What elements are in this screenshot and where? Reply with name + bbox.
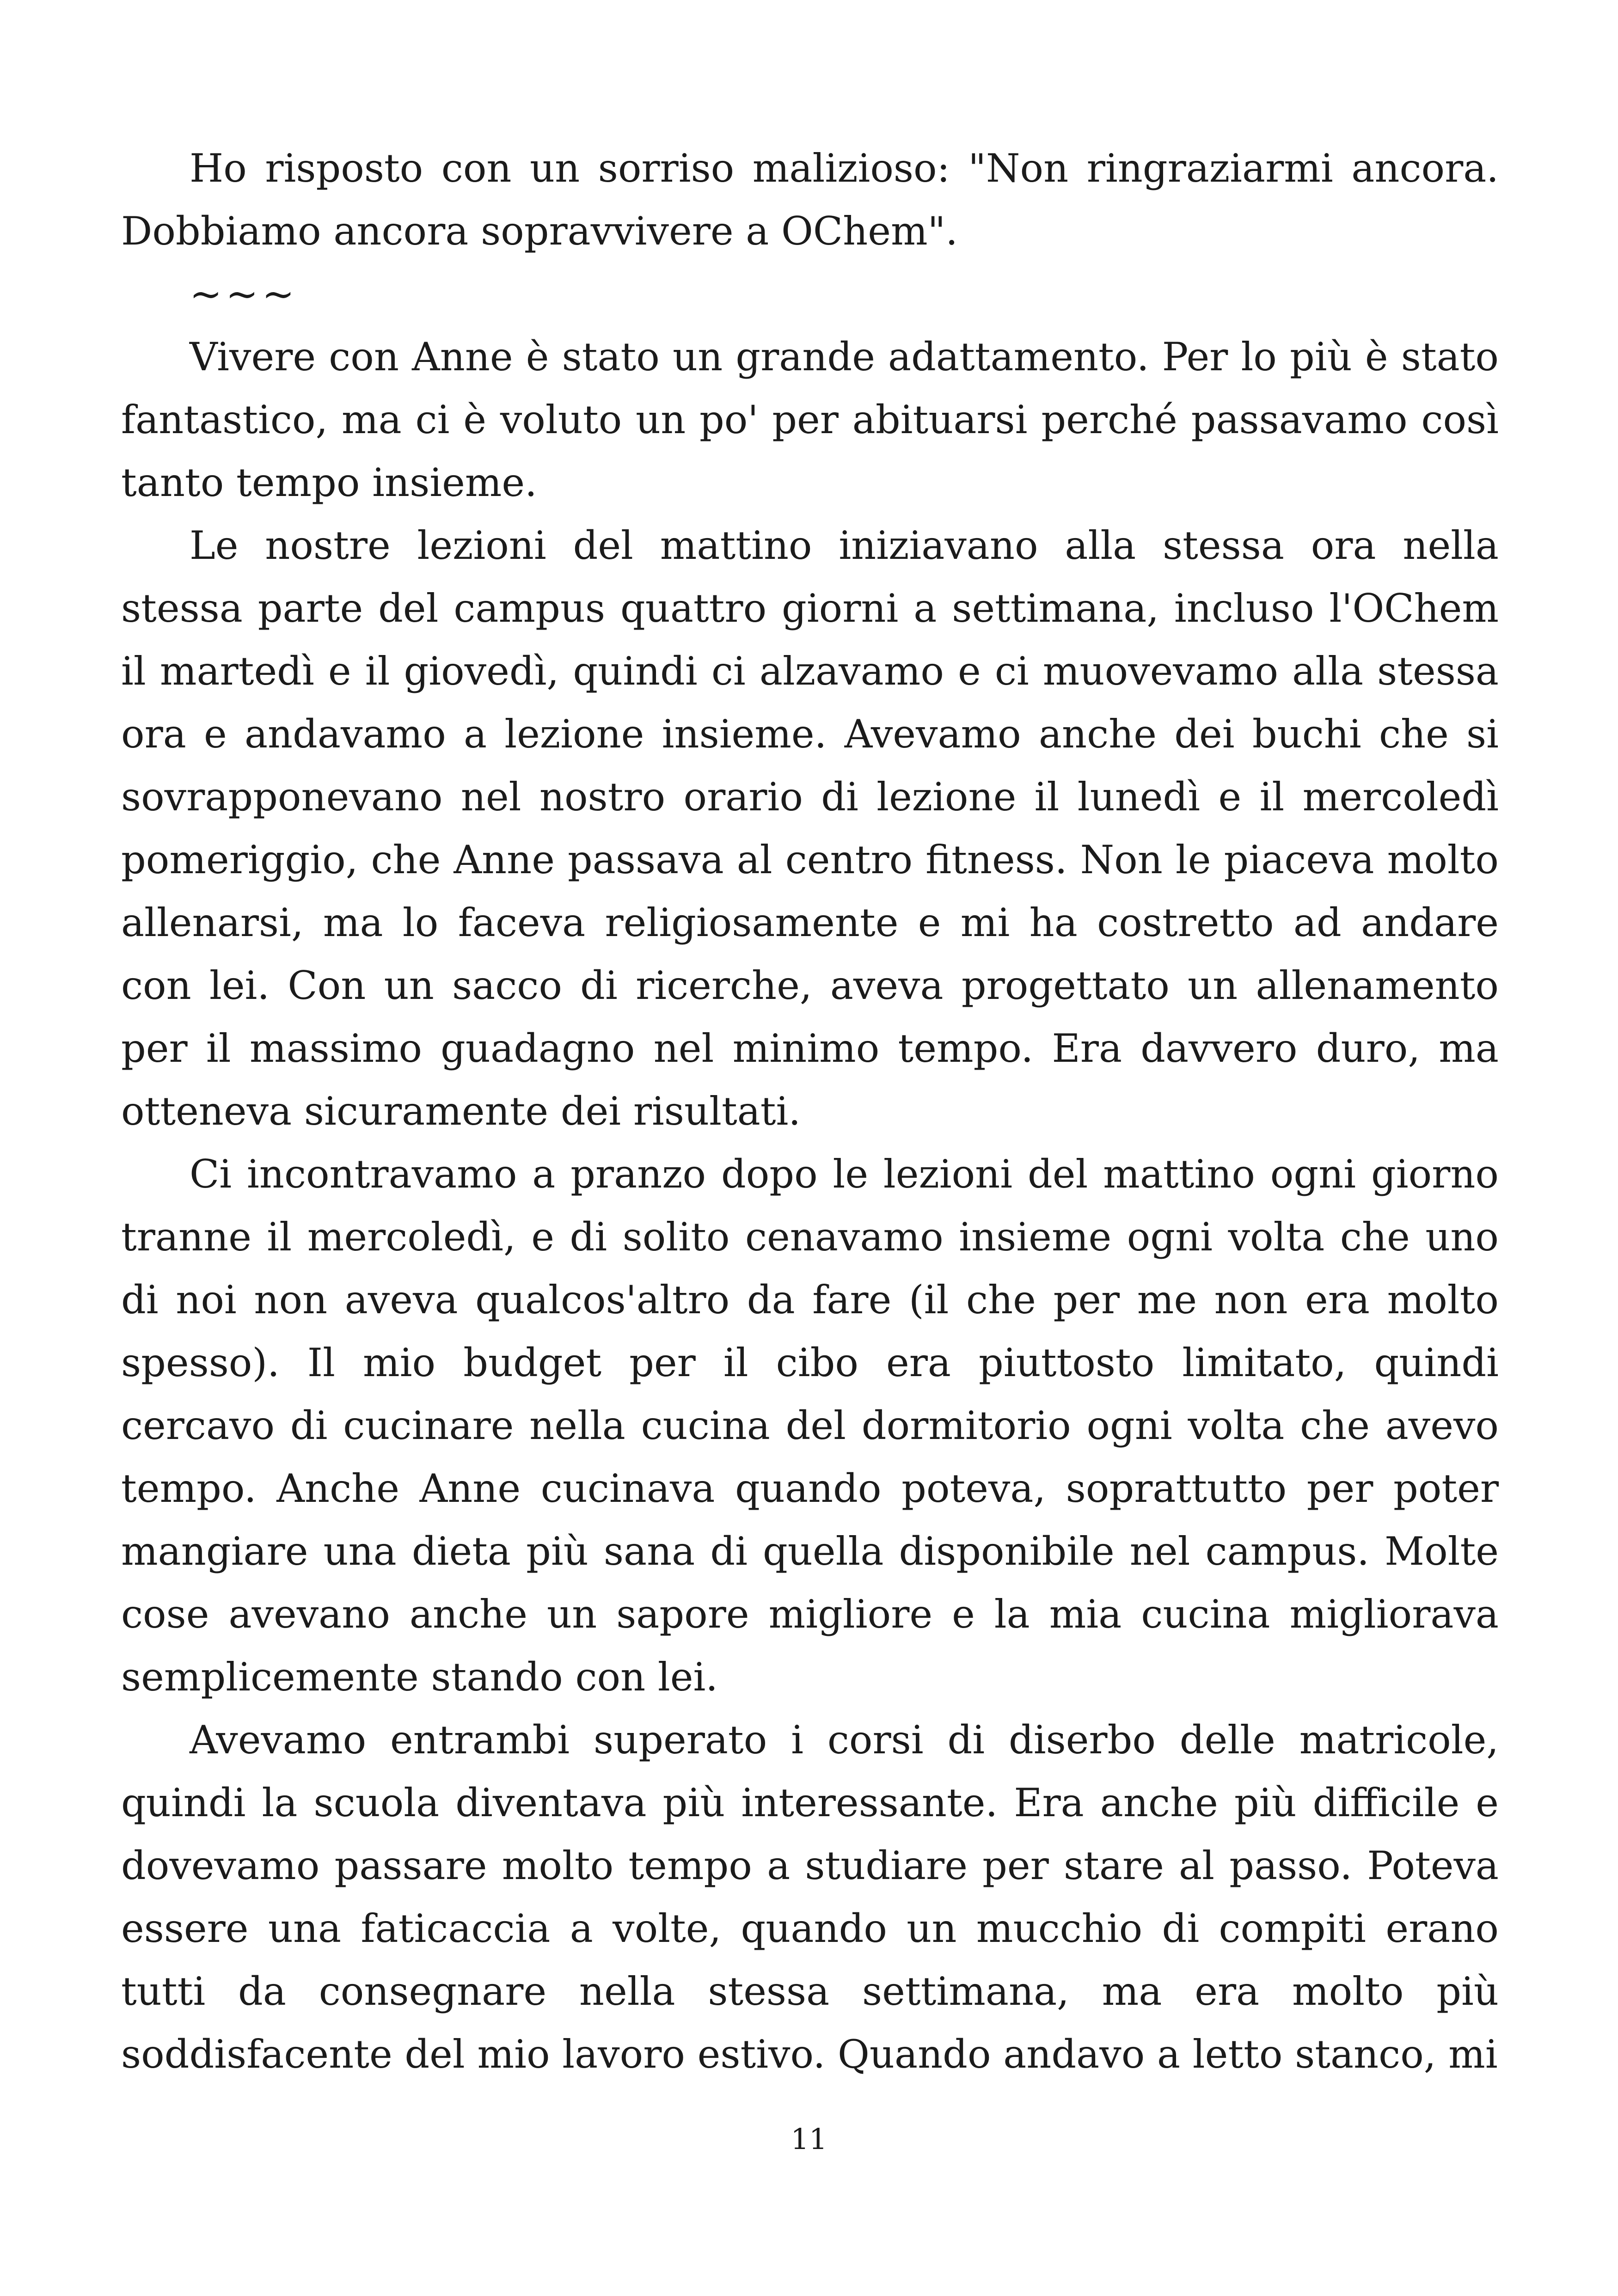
section-separator: ~~~	[190, 271, 299, 317]
paragraph-3: Le nostre lezioni del mattino iniziavano alla stessa ora nella stessa parte del campus quattro giorni a settimana, incluso l'OChem il martedì e il giovedì, quindi ci alzavamo e ci muovevamo alla stessa ora e andavamo a lezione insieme. Avevamo anche dei buchi che si sovrapponevano nel nostro orario di lezione il lunedì e il mercoledì pomeriggio, che Anne passava al centro fitness. Non le piaceva molto allenarsi, ma lo faceva religiosamente e mi ha costretto ad andare con lei. Con un sacco di ricerche, aveva progettato un allenamento per il massimo guadagno nel minimo tempo. Era davvero duro, ma otteneva sicuramente dei risultati.	[121, 523, 1499, 1134]
paragraph-2: Vivere con Anne è stato un grande adattamento. Per lo più è stato fantastico, ma ci è voluto un po' per abituarsi perché passavamo così tanto tempo insieme.	[121, 334, 1499, 505]
paragraph-1: Ho risposto con un sorriso malizioso: "Non ringraziarmi ancora. Dobbiamo ancora sopravvivere a OChem".	[121, 146, 1499, 254]
page-number: 11	[791, 2122, 827, 2156]
paragraph-4: Ci incontravamo a pranzo dopo le lezioni del mattino ogni giorno tranne il mercoledì, e di solito cenavamo insieme ogni volta che uno di noi non aveva qualcos'altro da fare (il che per me non era molto spesso). Il mio budget per il cibo era piuttosto limitato, quindi cercavo di cucinare nella cucina del dormitorio ogni volta che avevo tempo. Anche Anne cucinava quando poteva, soprattutto per poter mangiare una dieta più sana di quella disponibile nel campus. Molte cose avevano anche un sapore migliore e la mia cucina migliorava semplicemente stando con lei.	[121, 1151, 1499, 1700]
paragraph-5: Avevamo entrambi superato i corsi di diserbo delle matricole, quindi la scuola diventava più interessante. Era anche più difficile e dovevamo passare molto tempo a studiare per stare al passo. Poteva essere una faticaccia a volte, quando un mucchio di compiti erano tutti da consegnare nella stessa settimana, ma era molto più soddisfacente del mio lavoro estivo. Quando andavo a letto stanco, mi	[121, 1717, 1499, 2077]
page-body	[121, 137, 1499, 2086]
